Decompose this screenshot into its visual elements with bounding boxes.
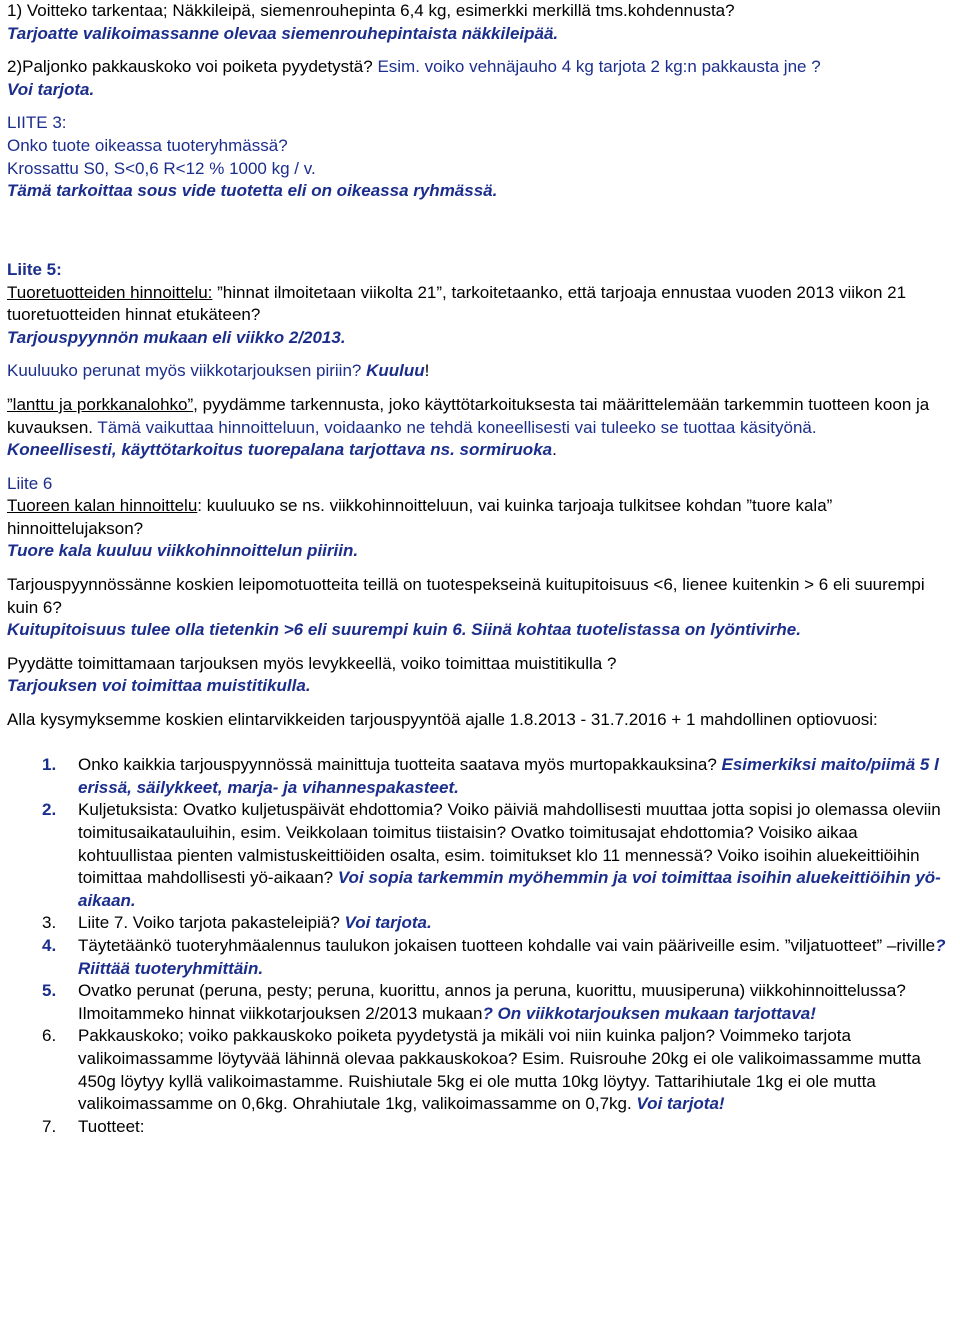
question-text: Liite 7. Voiko tarjota pakasteleipiä? — [78, 913, 340, 933]
question-text: Kuuluuko perunat myös viikkotarjouksen piriin? — [7, 361, 362, 381]
answer-text: Esimerkiksi maito/piimä 5 l erissä, säilykkeet, marja- ja vihannespakasteet. — [78, 755, 939, 797]
kuitu-question — [7, 574, 950, 619]
list-item — [7, 799, 950, 912]
question-text: Tuotteet: — [78, 1116, 145, 1136]
answer-text: Voi tarjota. — [339, 913, 432, 933]
question-text: Kuljetuksista: Ovatko kuljetuspäivät ehdottomia? Voiko päiviä mahdollisesti muuttaa jotta sopisi jo olemassa oleviin toimitusaikatauluihin, esim. Veikkolaan toimitus tiistaisin? Ovatko toimitusajat ehdottomia? Voisiko aikaa kohtuullistaa pienten valmistuskeittiöiden osalta, esim. toimitukset klo 11 mennessä? Voiko isoihin aluekeittiöihin toimittaa mahdollisesti yö-aikaan? — [78, 800, 941, 888]
question-text: Tarjouspyynnössänne koskien leipomotuotteita teillä on tuotespekseinä kuitupitoisuus <6, lienee kuitenkin > 6 eli suurempi kuin 6? — [7, 575, 925, 617]
list-number: 2. — [42, 800, 57, 820]
question-label: Tuoreen kalan hinnoittelu — [7, 496, 198, 516]
list-number: 3. — [42, 913, 57, 933]
answer-text: Tarjouspyynnön mukaan eli viikko 2/2013. — [7, 327, 346, 347]
answer-2 — [7, 79, 950, 102]
question-list — [7, 754, 950, 1138]
section-title: Liite 6 — [7, 473, 53, 493]
list-number: 1. — [42, 755, 57, 775]
liite3-detail — [7, 158, 950, 181]
question-label: Tuoretuotteiden hinnoittelu: — [7, 282, 213, 302]
question-text: Pakkauskoko; voiko pakkauskoko poiketa pyydetystä ja mikäli voi niin kuinka paljon? Voimmeko tarjota valikoimassamme löytyvää lähinnä olevaa pakkauskokoa? Esim. Ruisrouhe 20kg ei ole valikoimassamme mutta 450g löytyy kyllä valikoimastamme. Ruishiutale 5kg ei ole mutta 10kg löytyy. Tattarihiutale 1kg ei ole mutta valikoimassamme on 0,6kg. Ohrahiutale 1kg, valikoimassamme on 0,7kg. — [78, 1026, 921, 1114]
list-number: 7. — [42, 1116, 57, 1136]
answer-text: ? Riittää tuoteryhmittäin. — [78, 935, 946, 978]
answer-text: Kuuluu — [366, 361, 425, 381]
liite5-title — [7, 259, 950, 282]
answer-text: Voi tarjota! — [631, 1094, 725, 1114]
list-item — [7, 912, 950, 935]
answer-text: Tarjoatte valikoimassanne olevaa siemenrouhepintaista näkkileipää. — [7, 23, 559, 43]
question-text: Onko tuote oikeassa tuoteryhmässä? — [7, 135, 288, 155]
liite6-answer — [7, 540, 950, 563]
intro-paragraph — [7, 709, 950, 732]
list-item — [7, 980, 950, 1025]
list-item — [7, 935, 950, 980]
question-2 — [7, 56, 950, 79]
intro-text: Alla kysymyksemme koskien elintarvikkeiden tarjouspyyntöä ajalle 1.8.2013 - 31.7.2016 + 1 mahdollinen optiovuosi: — [7, 710, 878, 730]
liite5-answer-3 — [7, 439, 950, 462]
answer-text: Tarjouksen voi toimittaa muistitikulla. — [7, 676, 311, 696]
list-number: 6. — [42, 1026, 57, 1046]
question-text: Täytetäänkö tuoteryhmäalennus taulukon jokaisen tuotteen kohdalle vai vain pääriveille esim. ”viljatuotteet” –riville — [78, 935, 936, 955]
kuitu-answer — [7, 619, 950, 642]
answer-punct: ! — [424, 361, 430, 381]
list-item — [7, 1116, 950, 1139]
liite3-title — [7, 112, 950, 135]
question-text: : kuuluuko se ns. viikkohinnoitteluun, vai kuinka tarjoaja tulkitsee kohdan ”tuore kala” hinnoittelujakson? — [7, 496, 833, 538]
question-label: ”lanttu ja porkkanalohko” — [7, 394, 194, 414]
answer-text: Tämä tarkoittaa sous vide tuotetta eli on oikeassa ryhmässä. — [7, 181, 498, 201]
liite5-question — [7, 282, 950, 327]
question-text: 1) Voitteko tarkentaa; Näkkileipä, siemenrouhepinta 6,4 kg, esimerkki merkillä tms.kohdennusta? — [7, 1, 735, 20]
answer-text: Koneellisesti, käyttötarkoitus tuorepalana tarjottava ns. sormiruoka — [7, 440, 553, 460]
section-title: Liite 5: — [7, 259, 62, 279]
levy-answer — [7, 675, 950, 698]
liite5-answer — [7, 327, 950, 350]
question-text: , pyydämme tarkennusta, joko käyttötarkoituksesta tai määrittelemään tarkemmin tuotteen koon ja kuvauksen. — [7, 394, 930, 437]
question-text-highlight: Tämä vaikuttaa hinnoitteluun, voidaanko ne tehdä koneellisesti vai tuleeko se tuottaa käsityönä. — [93, 417, 817, 437]
liite5-question-2 — [7, 360, 950, 383]
answer-text: ? On viikkotarjouksen mukaan tarjottava! — [482, 1003, 816, 1023]
liite6-question — [7, 495, 950, 540]
levy-question — [7, 653, 950, 676]
section-title: LIITE 3: — [7, 113, 67, 133]
list-item — [7, 754, 950, 799]
question-text: ”hinnat ilmoitetaan viikolta 21”, tarkoitetaanko, että tarjoaja ennustaa vuoden 2013 viikon 21 tuoretuotteiden hinnat etukäteen? — [7, 282, 907, 325]
question-1 — [7, 0, 950, 23]
answer-text: Voi tarjota. — [7, 79, 95, 99]
question-text: Ovatko perunat (peruna, pesty; peruna, kuorittu, annos ja peruna, kuorittu, muusiperuna) viikkohinnoittelussa? Ilmoitammeko hinnat viikkotarjouksen 2/2013 mukaan — [78, 981, 906, 1023]
liite5-question-3 — [7, 394, 950, 439]
answer-1 — [7, 23, 950, 46]
list-number: 5. — [42, 981, 57, 1001]
list-number: 4. — [42, 935, 57, 955]
liite3-question — [7, 135, 950, 158]
question-text: Pyydätte toimittamaan tarjouksen myös levykkeellä, voiko toimittaa muistitikulla ? — [7, 653, 617, 673]
question-detail: Krossattu S0, S<0,6 R<12 % 1000 kg / v. — [7, 158, 316, 178]
answer-text: Tuore kala kuuluu viikkohinnoittelun piiriin. — [7, 541, 359, 561]
question-text: Onko kaikkia tarjouspyynnössä mainittuja tuotteita saatava myös murtopakkauksina? — [78, 755, 717, 775]
liite6-title — [7, 473, 950, 496]
answer-text: Voi sopia tarkemmin myöhemmin ja voi toimittaa isoihin aluekeittiöihin yö-aikaan. — [78, 868, 941, 910]
list-item — [7, 1025, 950, 1115]
question-text: 2)Paljonko pakkauskoko voi poiketa pyydetystä? — [7, 57, 373, 77]
answer-punct: . — [552, 440, 557, 460]
liite3-answer — [7, 180, 950, 203]
answer-text: Kuitupitoisuus tulee olla tietenkin >6 eli suurempi kuin 6. Siinä kohtaa tuotelistassa on lyöntivirhe. — [7, 620, 801, 640]
question-text-highlight: Esim. voiko vehnäjauho 4 kg tarjota 2 kg:n pakkausta jne ? — [372, 57, 821, 77]
